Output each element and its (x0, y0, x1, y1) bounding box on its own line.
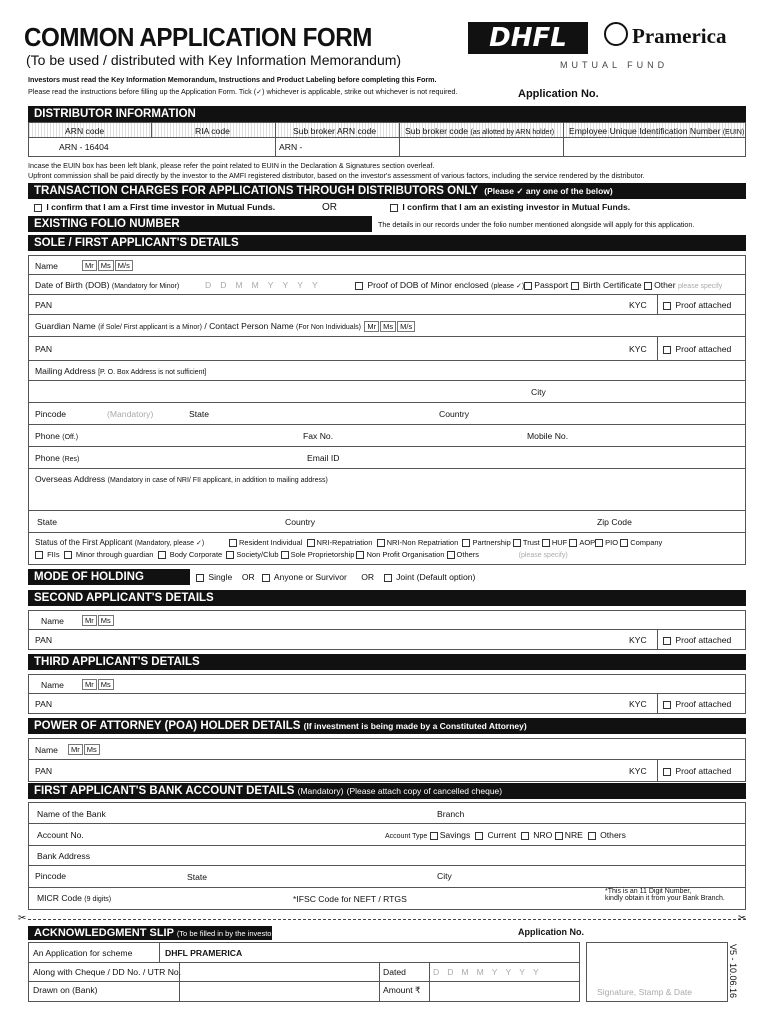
distributor-header-row (28, 122, 746, 138)
bank-address-row[interactable]: Bank Address (28, 846, 746, 866)
transaction-bar: TRANSACTION CHARGES FOR APPLICATIONS THROUGH DISTRIBUTORS ONLY (Please ✓ any one of the below) (28, 183, 746, 199)
sole-dob-row[interactable]: Date of Birth (DOB) (Mandatory for Minor) DDMMYYYY Proof of DOB of Minor enclosed (please ✓) Passport Birth Certificate Other please specify (28, 275, 746, 295)
first-time-option[interactable]: I confirm that I am a First time investor in Mutual Funds. (34, 202, 275, 212)
arn-value: ARN - 16404 (59, 142, 109, 152)
version-label: V5 - 10.06.16 (728, 943, 739, 999)
phone-res-row[interactable]: Phone (Res) Email ID (28, 447, 746, 469)
dhfl-logo: DHFL (468, 22, 588, 54)
cut-line (28, 919, 746, 920)
sole-pan-row[interactable]: PAN KYC Proof attached (28, 295, 746, 315)
pincode-row[interactable]: Pincode (Mandatory) State Country (28, 403, 746, 425)
acknowledgment-bar: ACKNOWLEDGMENT SLIP (To be filled in by the investor) (28, 926, 272, 940)
scissors-icon-right: ✂ (738, 913, 747, 924)
mutual-fund-label: MUTUAL FUND (560, 60, 669, 70)
form-subtitle: (To be used / distributed with Key Information Memorandum) (26, 52, 402, 68)
application-no-label: Application No. (518, 88, 599, 100)
poa-pan-row[interactable]: PAN KYC Proof attached (28, 760, 746, 782)
mode-of-holding-bar: MODE OF HOLDING (28, 569, 190, 585)
folio-note: The details in our records under the folio number mentioned alongside will apply for this application. (378, 220, 695, 229)
signature-box[interactable]: Signature, Stamp & Date (586, 942, 728, 1002)
ack-application-no: Application No. (518, 927, 584, 937)
overseas-state-row[interactable]: State Country Zip Code (28, 511, 746, 533)
guardian-pan-row[interactable]: PAN KYC Proof attached (28, 337, 746, 361)
city-row[interactable]: City (28, 381, 746, 403)
bank-bar: FIRST APPLICANT'S BANK ACCOUNT DETAILS (Mandatory) (Please attach copy of cancelled cheque) (28, 783, 746, 799)
form-title: COMMON APPLICATION FORM (24, 22, 372, 52)
poa-bar: POWER OF ATTORNEY (POA) HOLDER DETAILS (If investment is being made by a Constituted Attorney) (28, 718, 746, 734)
ack-table: An Application for scheme DHFL PRAMERICA Along with Cheque / DD No. / UTR No. Dated DDMMYYYY Drawn on (Bank) Amount ₹ (28, 942, 580, 1002)
ack-scheme-value: DHFL PRAMERICA (165, 948, 243, 958)
euin-note: Incase the EUIN box has been left blank, please refer the point related to EUIN in the Declaration & Signatures section overleaf. (28, 161, 435, 170)
scissors-icon: ✂ (18, 913, 27, 924)
holding-options[interactable]: Single OR Anyone or Survivor OR Joint (Default option) (196, 572, 475, 582)
second-applicant-bar: SECOND APPLICANT'S DETAILS (28, 590, 746, 606)
sole-applicant-bar: SOLE / FIRST APPLICANT'S DETAILS (28, 235, 746, 251)
transaction-or: OR (322, 202, 337, 213)
kim-note: Investors must read the Key Information Memorandum, Instructions and Product Labeling before completing this Form. (28, 75, 437, 84)
pramerica-logo: Pramerica (632, 24, 727, 48)
second-name-row[interactable]: Name Mr Ms (28, 610, 746, 630)
sole-name-row[interactable]: Name Mr Ms M/s (28, 255, 746, 275)
bank-pincode-row[interactable]: Pincode State City (28, 866, 746, 888)
ack-date-boxes[interactable]: DDMMYYYY (433, 967, 547, 977)
guardian-row[interactable]: Guardian Name (if Sole/ First applicant is a Minor) / Contact Person Name (For Non Individuals) Mr Ms M/s (28, 315, 746, 337)
pramerica-emblem-icon (604, 22, 628, 46)
instructions-note: Please read the instructions before filling up the Application Form. Tick (✓) whichever is applicable, strike out whichever is not required. (28, 87, 458, 96)
distributor-values-row (28, 138, 746, 157)
ria-code-label: RIA code (195, 126, 230, 136)
sub-broker-arn-label: Sub broker ARN code (293, 126, 377, 136)
status-row[interactable]: Status of the First Applicant (Mandatory, please ✓) Resident Individual NRI-Repatriation NRI-Non Repatriation Partnership Trust HUF AOP PIO Company FIIs Minor through guardian Body Corporate Society/Club Sole Proprietorship Non Profit Organisation Others (please specify) (28, 533, 746, 565)
euin-label: Employee Unique Identification Number (EUIN) (569, 126, 745, 136)
folio-bar: EXISTING FOLIO NUMBER (28, 216, 372, 232)
arn-prefix: ARN - (279, 142, 303, 152)
overseas-row[interactable]: Overseas Address (Mandatory in case of NRI/ FII applicant, in addition to mailing address) (28, 469, 746, 511)
third-applicant-bar: THIRD APPLICANT'S DETAILS (28, 654, 746, 670)
poa-name-row[interactable]: Name Mr Ms (28, 738, 746, 760)
dob-boxes[interactable]: DDMMYYYY (205, 280, 327, 290)
third-pan-row[interactable]: PAN KYC Proof attached (28, 694, 746, 714)
sub-broker-code-label: Sub broker code (as allotted by ARN holder) (405, 126, 555, 136)
second-pan-row[interactable]: PAN KYC Proof attached (28, 630, 746, 650)
existing-investor-option[interactable]: I confirm that I am an existing investor in Mutual Funds. (390, 202, 630, 212)
micr-row[interactable]: MICR Code (9 digits) *IFSC Code for NEFT / RTGS *This is an 11 Digit Number, kindly obtain it from your Bank Branch. (28, 888, 746, 910)
account-no-row[interactable]: Account No. Account Type Savings Current NRO NRE Others (28, 824, 746, 846)
third-name-row[interactable]: Name Mr Ms (28, 674, 746, 694)
distributor-bar: DISTRIBUTOR INFORMATION (28, 106, 746, 122)
mailing-address-row[interactable]: Mailing Address [P. O. Box Address is not sufficient] (28, 361, 746, 381)
phone-off-row[interactable]: Phone (Off.) Fax No. Mobile No. (28, 425, 746, 447)
arn-code-label: ARN code (65, 126, 105, 136)
commission-note: Upfront commission shall be paid directly by the investor to the AMFI registered distributor, based on the investor's assessment of various factors, including the service rendered by the distributor. (28, 171, 645, 180)
bank-name-row[interactable]: Name of the Bank Branch (28, 802, 746, 824)
